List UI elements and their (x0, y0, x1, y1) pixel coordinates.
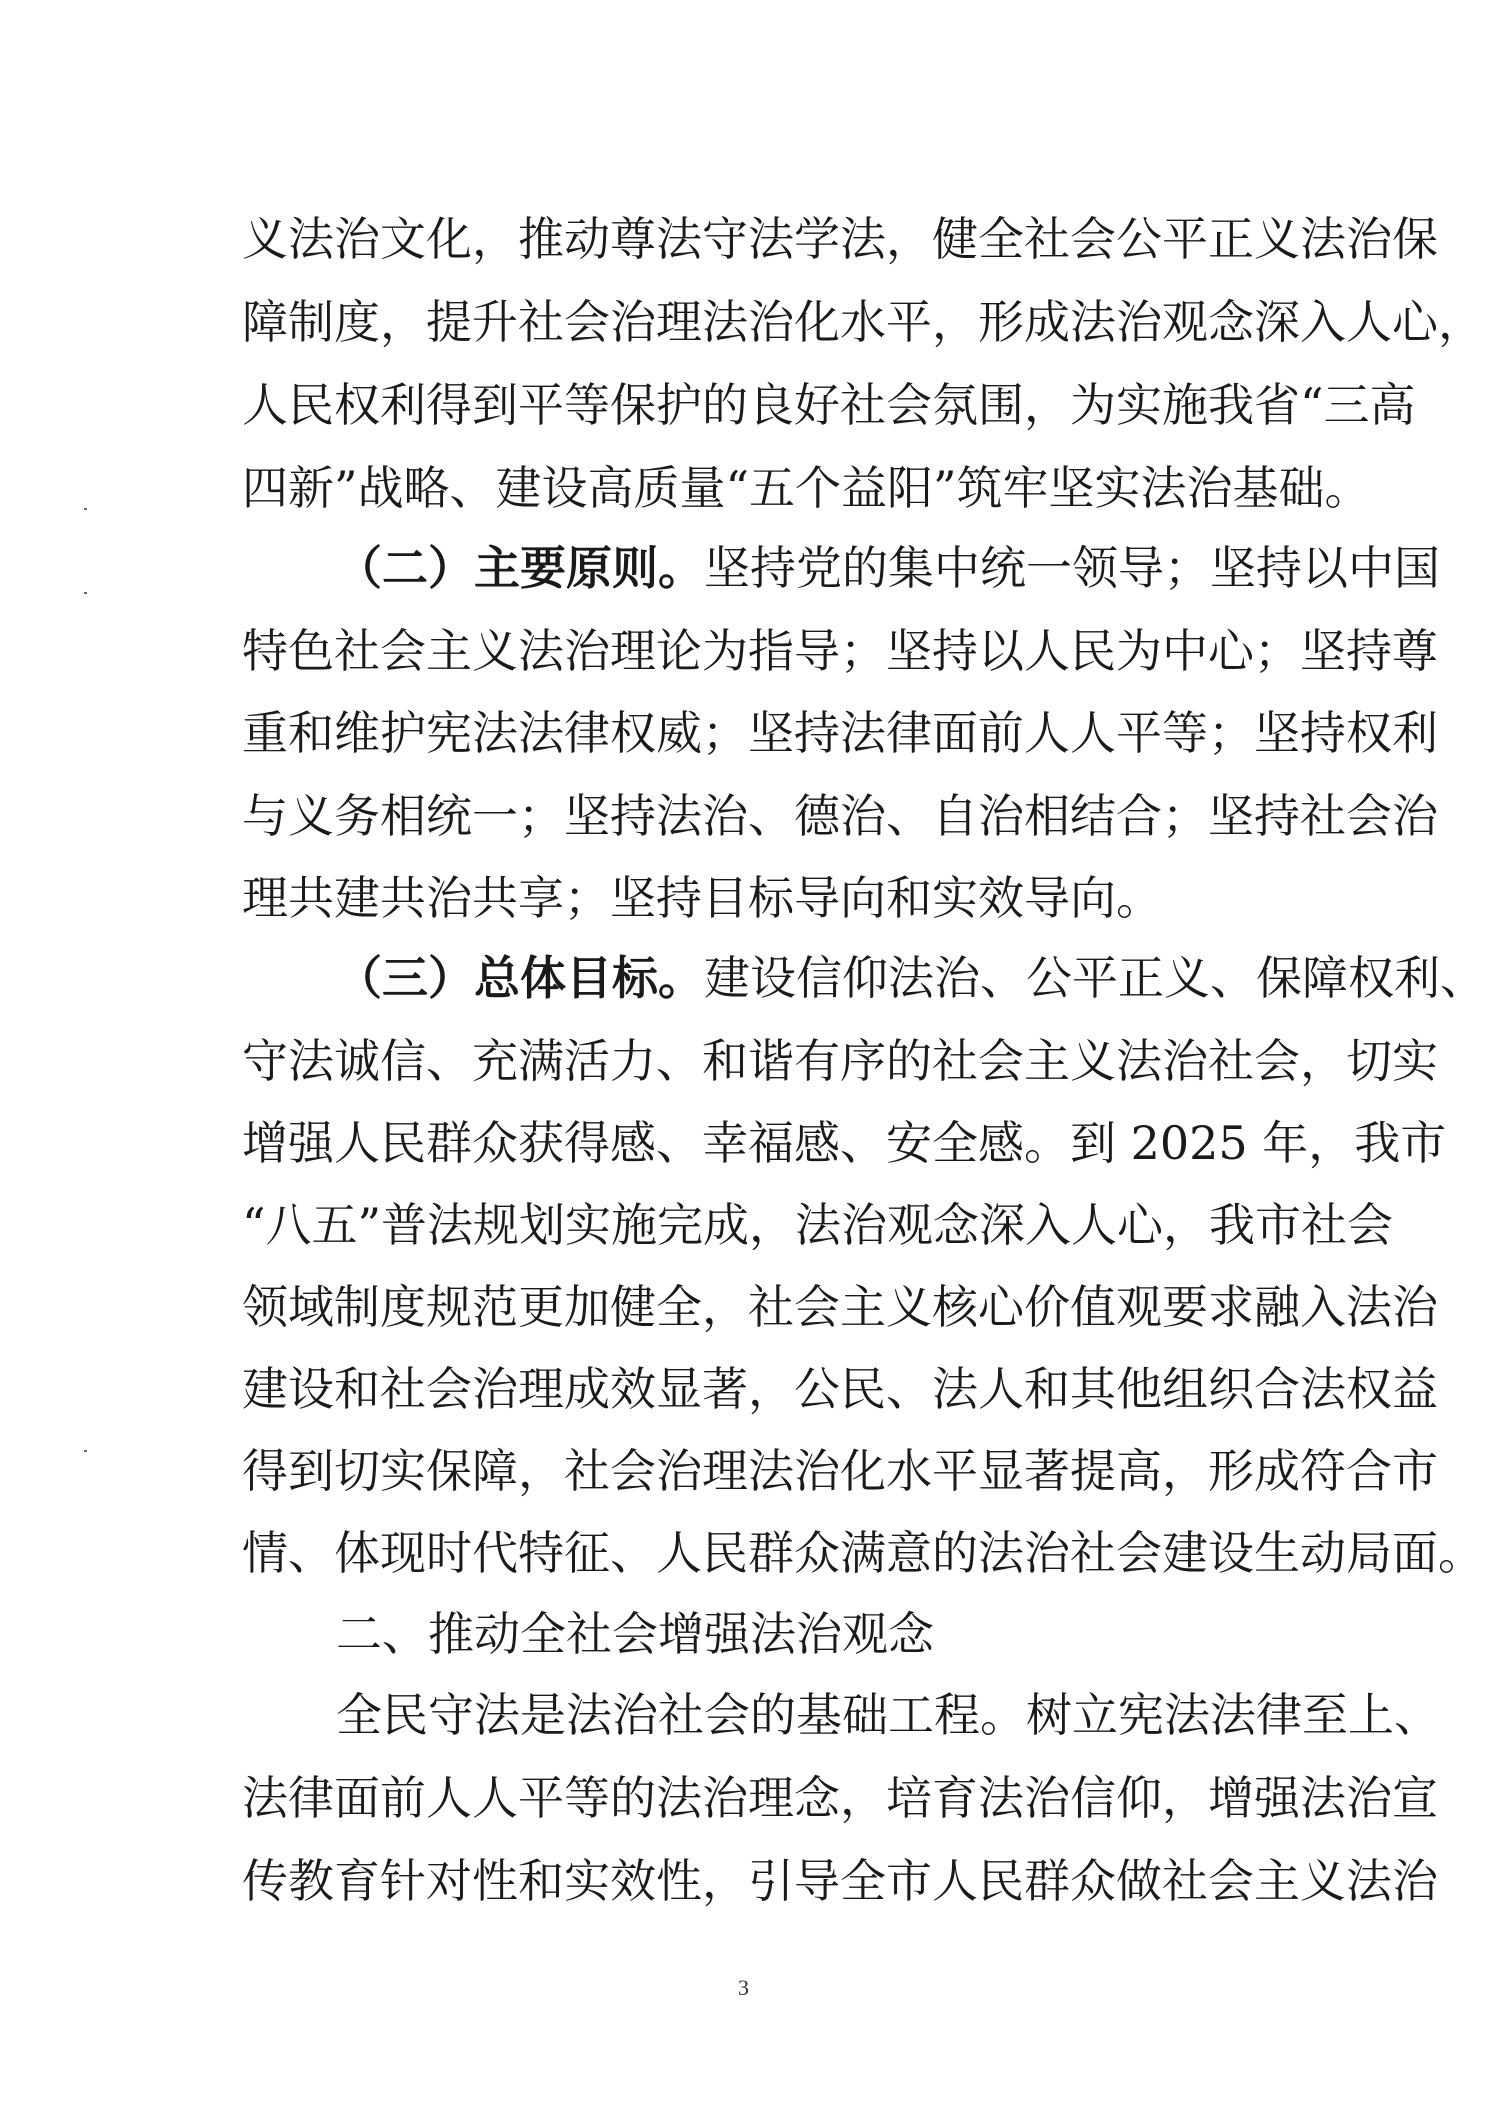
paragraph-line: 理共建共治共享；坚持目标导向和实效导向。 (242, 871, 1162, 925)
paragraph-line: 障制度，提升社会治理法治化水平，形成法治观念深入人心， (242, 295, 1484, 349)
principles-first-line (336, 538, 1440, 598)
scan-mark (84, 592, 87, 594)
paragraph-line: 法律面前人人平等的法治理念，培育法治信仰，增强法治宣 (242, 1771, 1438, 1825)
paragraph-line: 义法治文化，推动尊法守法学法，健全社会公平正义法治保 (242, 212, 1438, 266)
paragraph-line: 人民权利得到平等保护的良好社会氛围，为实施我省“三高 (242, 378, 1416, 432)
page-number: 3 (738, 1975, 749, 2000)
section-heading: 二、推动全社会增强法治观念 (336, 1607, 934, 1661)
principles-lead: （二）主要原则。 (336, 541, 704, 595)
paragraph-line: 建设和社会治理成效显著，公民、法人和其他组织合法权益 (242, 1362, 1438, 1416)
paragraph-line: 全民守法是法治社会的基础工程。树立宪法法律至上、 (336, 1688, 1440, 1742)
paragraph-line: 四新”战略、建设高质量“五个益阳”筑牢坚实法治基础。 (242, 461, 1371, 515)
goals-first-line (336, 948, 1486, 1008)
paragraph-line: “八五”普法规划实施完成，法治观念深入人心，我市社会 (242, 1198, 1394, 1252)
paragraph-line: 领域制度规范更加健全，社会主义核心价值观要求融入法治 (242, 1280, 1438, 1334)
paragraph-line: 与义务相统一；坚持法治、德治、自治相结合；坚持社会治 (242, 789, 1438, 843)
paragraph-text: 坚持党的集中统一领导；坚持以中国 (704, 541, 1440, 595)
paragraph-line: 重和维护宪法法律权威；坚持法律面前人人平等；坚持权利 (242, 706, 1438, 760)
paragraph-line: 传教育针对性和实效性，引导全市人民群众做社会主义法治 (242, 1854, 1438, 1908)
paragraph-line: 特色社会主义法治理论为指导；坚持以人民为中心；坚持尊 (242, 624, 1438, 678)
paragraph-line: 得到切实保障，社会治理法治化水平显著提高，形成符合市 (242, 1444, 1438, 1498)
paragraph-text: 建设信仰法治、公平正义、保障权利、 (704, 951, 1486, 1005)
scan-mark (84, 1450, 87, 1452)
paragraph-line: 守法诚信、充满活力、和谐有序的社会主义法治社会，切实 (242, 1034, 1438, 1088)
scan-mark (84, 508, 87, 510)
paragraph-line: 情、体现时代特征、人民群众满意的法治社会建设生动局面。 (242, 1526, 1484, 1580)
goals-lead: （三）总体目标。 (336, 951, 704, 1005)
paragraph-line: 增强人民群众获得感、幸福感、安全感。到 2025 年，我市 (242, 1116, 1447, 1170)
